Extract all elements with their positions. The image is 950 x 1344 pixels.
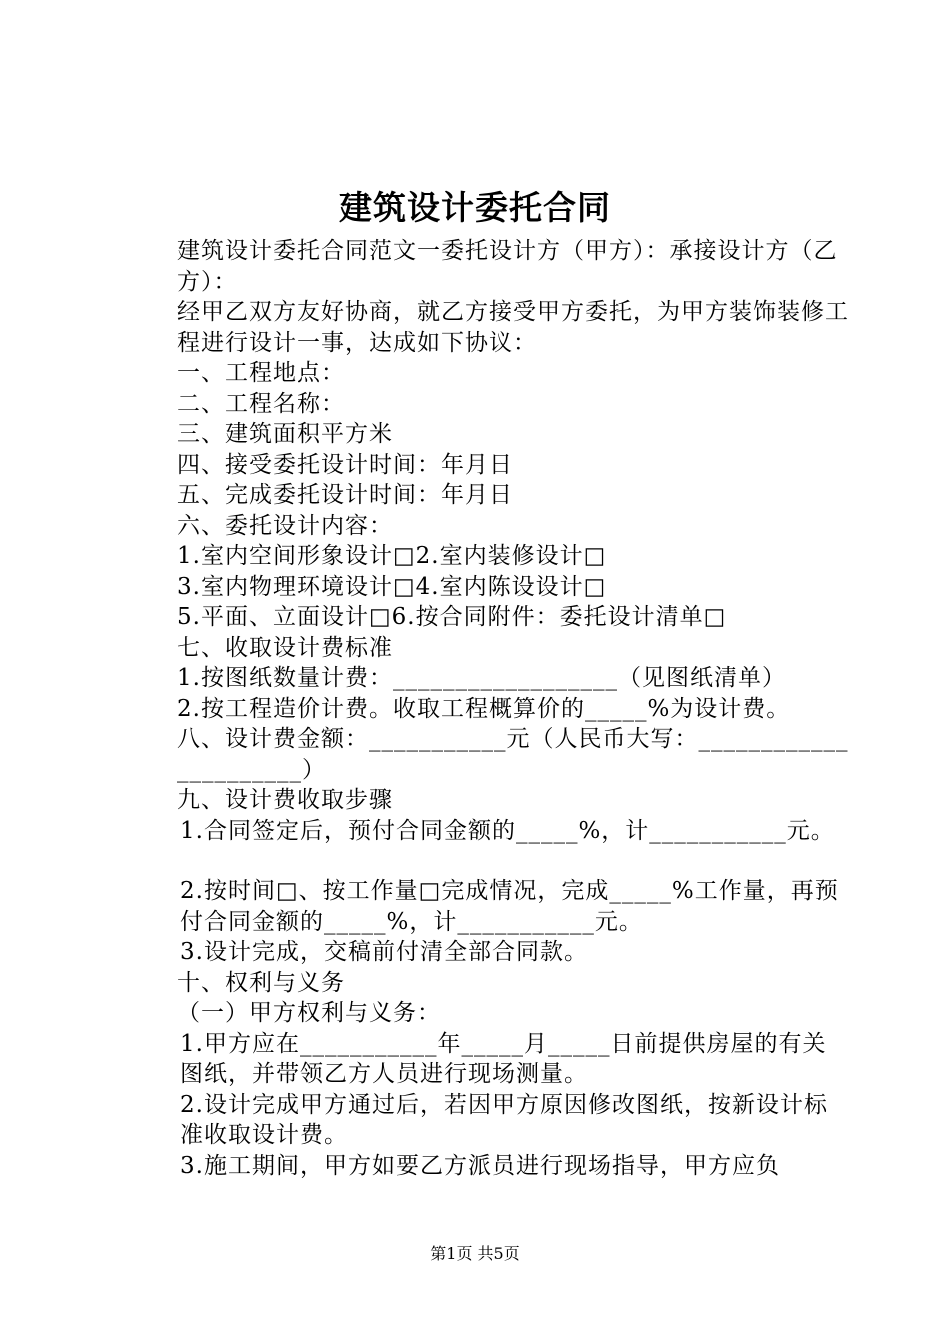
clause-1-location: 一、工程地点： [177,360,345,386]
party-a-duty-1: 1.甲方应在___________年_____月_____日前提供房屋的有关图纸，并带领乙方人员进行现场测量。 [180,1030,827,1087]
content-item-5-6: 5.平面、立面设计□6.按合同附件：委托设计清单□ [177,604,727,630]
content-item-1-2: 1.室内空间形象设计□2.室内装修设计□ [177,543,607,569]
clause-3-area: 三、建筑面积平方米 [177,421,393,447]
clause-9-payment-steps: 九、设计费收取步骤 [177,787,393,813]
content-item-3-4: 3.室内物理环境设计□4.室内陈设设计□ [177,573,607,600]
document-body [130,236,850,1181]
clause-2-name: 二、工程名称： [177,390,345,417]
clause-10-rights: 十、权利与义务 [177,969,345,996]
fee-standard-1: 1.按图纸数量计费：__________________（见图纸清单） [177,665,786,691]
document-title: 建筑设计委托合同 [339,188,611,227]
fee-standard-2: 2.按工程造价计费。收取工程概算价的_____%为设计费。 [177,695,791,722]
blank-line [130,846,850,876]
party-a-rights-heading: （一）甲方权利与义务： [177,1000,441,1026]
payment-step-3: 3.设计完成，交稿前付清全部合同款。 [180,939,588,965]
party-a-duty-2: 2.设计完成甲方通过后，若因甲方原因修改图纸，按新设计标准收取设计费。 [180,1091,828,1148]
payment-step-2: 2.按时间□、按工作量□完成情况，完成_____%工作量，再预付合同金额的_____%，计___________元。 [180,878,839,935]
page-footer: 第1页 共5页 [430,1244,520,1263]
clause-8-fee-amount: 八、设计费金额：___________元（人民币大写：______________________） [177,726,849,783]
party-a-duty-3: 3.施工期间，甲方如要乙方派员进行现场指导，甲方应负 [180,1152,780,1179]
payment-step-1: 1.合同签定后，预付合同金额的_____%，计___________元。 [180,817,835,844]
paragraph-agreement: 经甲乙双方友好协商，就乙方接受甲方委托，为甲方装饰装修工程进行设计一事，达成如下协议： [177,299,849,356]
clause-5-complete-time: 五、完成委托设计时间：年月日 [177,482,513,508]
paragraph-intro: 建筑设计委托合同范文一委托设计方（甲方）：承接设计方（乙方）： [177,238,838,295]
clause-4-accept-time: 四、接受委托设计时间：年月日 [177,451,513,478]
clause-6-content: 六、委托设计内容： [177,512,393,539]
clause-7-fee-standard: 七、收取设计费标准 [177,634,393,661]
